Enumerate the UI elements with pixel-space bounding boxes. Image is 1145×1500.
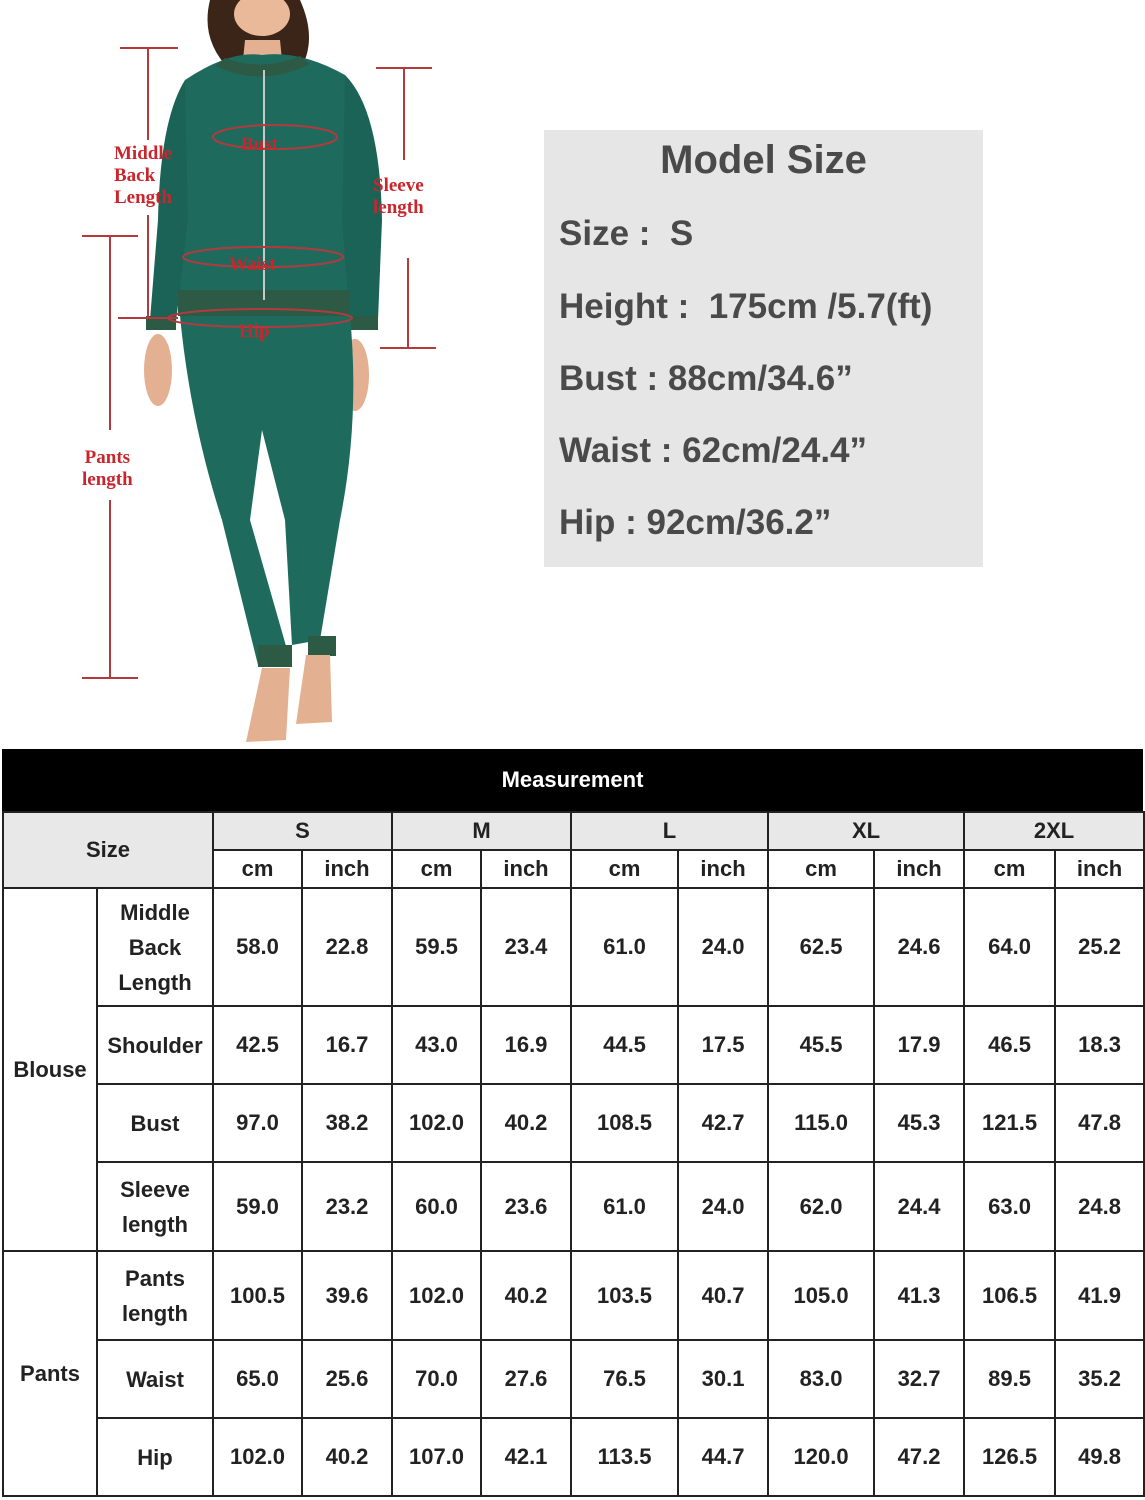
model-size-line: Size : S (559, 214, 694, 253)
value-cell: 76.5 (571, 1340, 678, 1418)
row-label-line: Sleeve (120, 1176, 190, 1202)
unit-inch: inch (678, 850, 768, 888)
size-col-xl: XL (768, 812, 964, 850)
hip-label: Hip (239, 321, 270, 342)
unit-cm: cm (964, 850, 1055, 888)
value-cell: 40.2 (302, 1418, 392, 1496)
value-cell: 62.5 (768, 888, 874, 1006)
value-cell: 47.2 (874, 1418, 964, 1496)
unit-inch: inch (481, 850, 571, 888)
model-height-line: Height : 175cm /5.7(ft) (559, 287, 933, 326)
value-cell: 23.2 (302, 1162, 392, 1251)
value-cell: 46.5 (964, 1006, 1055, 1084)
row-label-line: Back (128, 934, 182, 960)
value-cell: 100.5 (213, 1251, 302, 1340)
value-cell: 30.1 (678, 1340, 768, 1418)
category-cell: Pants (3, 1251, 97, 1496)
unit-inch: inch (302, 850, 392, 888)
row-label (97, 1340, 213, 1418)
value-cell: 70.0 (392, 1340, 481, 1418)
value-cell: 102.0 (392, 1251, 481, 1340)
table-row (3, 1251, 1144, 1340)
value-cell: 16.7 (302, 1006, 392, 1084)
middle-back-length-label: Middle Back Length (114, 143, 173, 208)
value-cell: 64.0 (964, 888, 1055, 1006)
value-cell: 23.6 (481, 1162, 571, 1251)
value-cell: 17.5 (678, 1006, 768, 1084)
value-cell: 41.9 (1055, 1251, 1144, 1340)
unit-cm: cm (213, 850, 302, 888)
value-cell: 63.0 (964, 1162, 1055, 1251)
value-cell: 44.5 (571, 1006, 678, 1084)
unit-inch: inch (1055, 850, 1144, 888)
value-cell: 16.9 (481, 1006, 571, 1084)
value-cell: 89.5 (964, 1340, 1055, 1418)
row-label-line: Middle (120, 899, 190, 925)
value-cell: 59.5 (392, 888, 481, 1006)
value-cell: 27.6 (481, 1340, 571, 1418)
unit-inch: inch (874, 850, 964, 888)
row-label-line: length (122, 1211, 188, 1237)
row-label-line: Length (118, 969, 192, 995)
value-cell: 44.7 (678, 1418, 768, 1496)
value-cell: 18.3 (1055, 1006, 1144, 1084)
value-cell: 47.8 (1055, 1084, 1144, 1162)
value-cell: 41.3 (874, 1251, 964, 1340)
value-cell: 115.0 (768, 1084, 874, 1162)
row-label (97, 1418, 213, 1496)
value-cell: 121.5 (964, 1084, 1055, 1162)
value-cell: 40.7 (678, 1251, 768, 1340)
size-chart (2, 811, 1145, 1497)
row-label (97, 1251, 213, 1340)
value-cell: 25.2 (1055, 888, 1144, 1006)
value-cell: 32.7 (874, 1340, 964, 1418)
model-size-panel (544, 130, 983, 567)
size-col-2xl: 2XL (964, 812, 1144, 850)
model-hip-line: Hip : 92cm/36.2” (559, 503, 832, 542)
sleeve-length-label: Sleeve length (373, 175, 424, 218)
table-row (3, 1006, 1144, 1084)
row-label (97, 888, 213, 1006)
row-label-line: Hip (137, 1444, 173, 1470)
value-cell: 113.5 (571, 1418, 678, 1496)
value-cell: 25.6 (302, 1340, 392, 1418)
value-cell: 107.0 (392, 1418, 481, 1496)
value-cell: 35.2 (1055, 1340, 1144, 1418)
value-cell: 61.0 (571, 888, 678, 1006)
table-row (3, 1162, 1144, 1251)
unit-cm: cm (392, 850, 481, 888)
value-cell: 126.5 (964, 1418, 1055, 1496)
value-cell: 97.0 (213, 1084, 302, 1162)
value-cell: 102.0 (392, 1084, 481, 1162)
value-cell: 42.5 (213, 1006, 302, 1084)
row-label-line: length (122, 1300, 188, 1326)
value-cell: 38.2 (302, 1084, 392, 1162)
row-label-line: Waist (126, 1366, 184, 1392)
value-cell: 45.3 (874, 1084, 964, 1162)
value-cell: 106.5 (964, 1251, 1055, 1340)
value-cell: 39.6 (302, 1251, 392, 1340)
value-cell: 45.5 (768, 1006, 874, 1084)
value-cell: 22.8 (302, 888, 392, 1006)
value-cell: 102.0 (213, 1418, 302, 1496)
value-cell: 61.0 (571, 1162, 678, 1251)
table-title: Measurement (2, 749, 1143, 811)
value-cell: 120.0 (768, 1418, 874, 1496)
model-size-title: Model Size (660, 138, 867, 182)
category-cell: Blouse (3, 888, 97, 1251)
value-cell: 108.5 (571, 1084, 678, 1162)
value-cell: 62.0 (768, 1162, 874, 1251)
model-figure (0, 0, 540, 748)
row-label (97, 1006, 213, 1084)
bust-label: Bust (241, 134, 278, 155)
value-cell: 24.0 (678, 1162, 768, 1251)
value-cell: 105.0 (768, 1251, 874, 1340)
unit-cm: cm (571, 850, 678, 888)
value-cell: 65.0 (213, 1340, 302, 1418)
value-cell: 24.0 (678, 888, 768, 1006)
value-cell: 43.0 (392, 1006, 481, 1084)
model-waist-line: Waist : 62cm/24.4” (559, 431, 868, 470)
unit-cm: cm (768, 850, 874, 888)
value-cell: 23.4 (481, 888, 571, 1006)
value-cell: 42.1 (481, 1418, 571, 1496)
value-cell: 17.9 (874, 1006, 964, 1084)
value-cell: 58.0 (213, 888, 302, 1006)
value-cell: 40.2 (481, 1251, 571, 1340)
size-col-s: S (213, 812, 392, 850)
value-cell: 83.0 (768, 1340, 874, 1418)
value-cell: 59.0 (213, 1162, 302, 1251)
table-row (3, 1084, 1144, 1162)
table-row (3, 888, 1144, 1006)
row-label-line: Shoulder (107, 1032, 203, 1058)
value-cell: 24.4 (874, 1162, 964, 1251)
value-cell: 103.5 (571, 1251, 678, 1340)
size-header: Size (3, 812, 213, 888)
row-label-line: Pants (125, 1265, 185, 1291)
row-label-line: Bust (130, 1110, 180, 1136)
value-cell: 49.8 (1055, 1418, 1144, 1496)
value-cell: 60.0 (392, 1162, 481, 1251)
pants-length-label: Pants length (82, 447, 133, 490)
value-cell: 42.7 (678, 1084, 768, 1162)
value-cell: 24.6 (874, 888, 964, 1006)
size-col-m: M (392, 812, 571, 850)
table-row (3, 1340, 1144, 1418)
row-label (97, 1084, 213, 1162)
row-label (97, 1162, 213, 1251)
model-illustration (0, 0, 540, 748)
value-cell: 40.2 (481, 1084, 571, 1162)
waist-label: Waist (229, 254, 276, 275)
measurement-table (2, 749, 1143, 1498)
size-col-l: L (571, 812, 768, 850)
value-cell: 24.8 (1055, 1162, 1144, 1251)
model-bust-line: Bust : 88cm/34.6” (559, 359, 853, 398)
table-row (3, 1418, 1144, 1496)
